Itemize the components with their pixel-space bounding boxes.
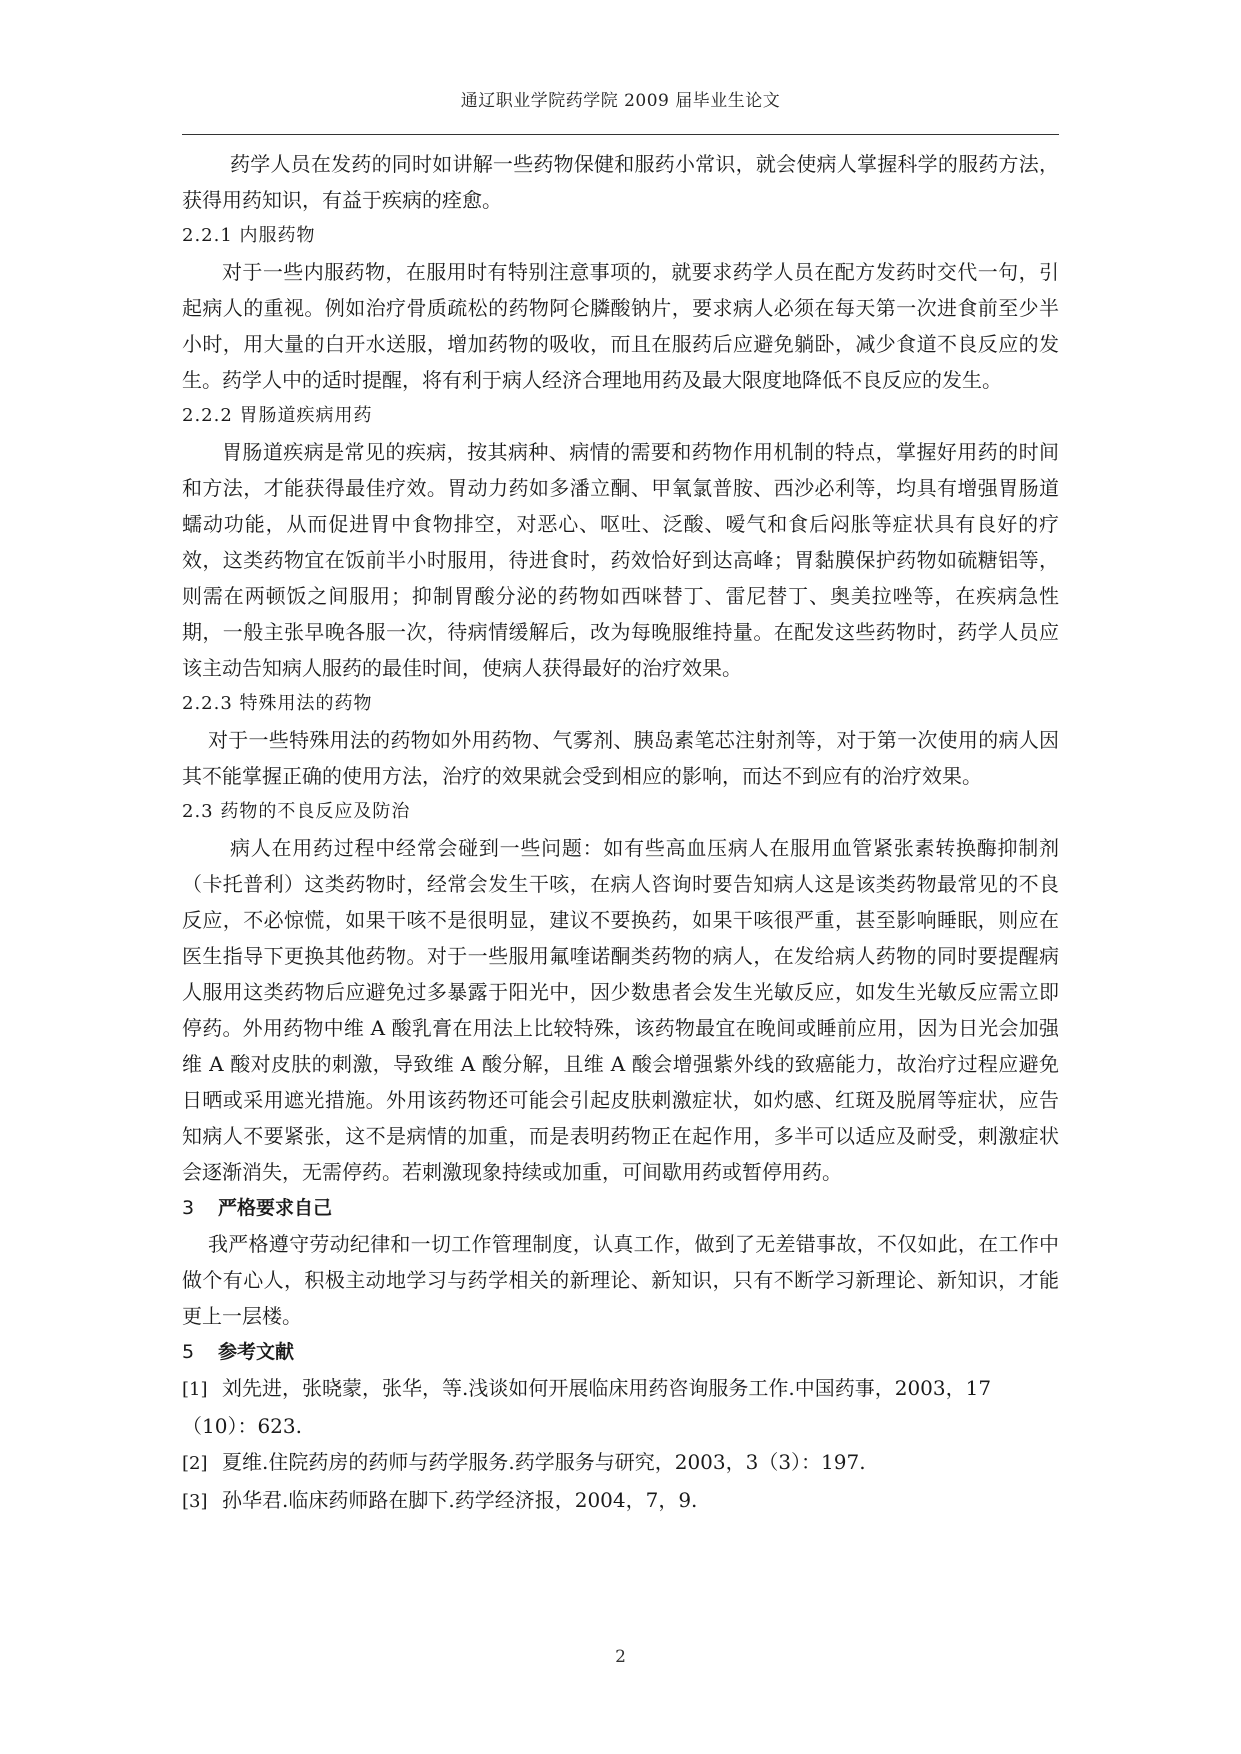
reference-number: [2] [182, 1453, 208, 1474]
section-paragraph-2-2-1: 对于一些内服药物，在服用时有特别注意事项的，就要求药学人员在配方发药时交代一句，引起病人的重视。例如治疗骨质疏松的药物阿仑膦酸钠片，要求病人必须在每天第一次进食前至少半小时，用大量的白开水送服，增加药物的吸收，而且在服药后应避免躺卧，减少食道不良反应的发生。药学人中的适时提醒，将有利于病人经济合理地用药及最大限度地降低不良反应的发生。 [182, 260, 1059, 392]
reference-number: [1] [182, 1379, 208, 1400]
section-heading-5 [182, 1334, 1059, 1370]
section-heading-2-2-1: 2.2.1 内服药物 [182, 225, 316, 246]
section-heading-2-2-2: 2.2.2 胃肠道疾病用药 [182, 405, 373, 426]
reference-text: 刘先进，张晓蒙，张华，等.浅谈如何开展临床用药咨询服务工作.中国药事，2003，17 [222, 1376, 992, 1400]
reference-item [182, 1482, 1059, 1520]
reference-text: 孙华君.临床药师路在脚下.药学经济报，2004，7，9. [222, 1488, 698, 1512]
reference-item [182, 1370, 1059, 1408]
section-title-5: 参考文献 [218, 1341, 295, 1363]
section-number-5: 5 [182, 1341, 195, 1363]
section-heading-3 [182, 1190, 1059, 1226]
intro-paragraph: 药学人员在发药的同时如讲解一些药物保健和服药小常识，就会使病人掌握科学的服药方法，获得用药知识，有益于疾病的痊愈。 [182, 152, 1059, 212]
section-paragraph-2-3: 病人在用药过程中经常会碰到一些问题：如有些高血压病人在服用血管紧张素转换酶抑制剂（卡托普利）这类药物时，经常会发生干咳，在病人咨询时要告知病人这是该类药物最常见的不良反应，不必惊慌，如果干咳不是很明显，建议不要换药，如果干咳很严重，甚至影响睡眠，则应在医生指导下更换其他药物。对于一些服用氟喹诺酮类药物的病人，在发给病人药物的同时要提醒病人服用这类药物后应避免过多暴露于阳光中，因少数患者会发生光敏反应，如发生光敏反应需立即停药。外用药物中维 A 酸乳膏在用法上比较特殊，该药物最宜在晚间或睡前应用，因为日光会加强维 A 酸对皮肤的刺激，导致维 A 酸分解，且维 A 酸会增强紫外线的致癌能力，故治疗过程应避免日晒或采用遮光措施。外用该药物还可能会引起皮肤刺激症状，如灼感、红斑及脱屑等症状，应告知病人不要紧张，这不是病情的加重，而是表明药物正在起作用，多半可以适应及耐受，刺激症状会逐渐消失，无需停药。若刺激现象持续或加重，可间歇用药或暂停用药。 [182, 836, 1059, 1184]
reference-text: 夏维.住院药房的药师与药学服务.药学服务与研究，2003，3（3）：197. [222, 1450, 866, 1474]
section-number-3: 3 [182, 1197, 195, 1219]
section-paragraph-2-2-3: 对于一些特殊用法的药物如外用药物、气雾剂、胰岛素笔芯注射剂等，对于第一次使用的病人因其不能掌握正确的使用方法，治疗的效果就会受到相应的影响，而达不到应有的治疗效果。 [182, 728, 1059, 788]
reference-item [182, 1444, 1059, 1482]
header-divider [182, 134, 1059, 135]
section-heading-2-3: 2.3 药物的不良反应及防治 [182, 801, 411, 822]
section-heading-2-2-3: 2.2.3 特殊用法的药物 [182, 693, 373, 714]
page-number: 2 [615, 1647, 626, 1667]
reference-number: [3] [182, 1491, 208, 1512]
reference-continuation: （10）：623. [182, 1414, 302, 1438]
document-body [182, 146, 1059, 1520]
page-header: 通辽职业学院药学院 2009 届毕业生论文 [460, 91, 781, 111]
section-title-3: 严格要求自己 [218, 1197, 333, 1219]
section-paragraph-2-2-2: 胃肠道疾病是常见的疾病，按其病种、病情的需要和药物作用机制的特点，掌握好用药的时间和方法，才能获得最佳疗效。胃动力药如多潘立酮、甲氧氯普胺、西沙必利等，均具有增强胃肠道蠕动功能，从而促进胃中食物排空，对恶心、呕吐、泛酸、嗳气和食后闷胀等症状具有良好的疗效，这类药物宜在饭前半小时服用，待进食时，药效恰好到达高峰；胃黏膜保护药物如硫糖铝等，则需在两顿饭之间服用；抑制胃酸分泌的药物如西咪替丁、雷尼替丁、奥美拉唑等，在疾病急性期，一般主张早晚各服一次，待病情缓解后，改为每晚服维持量。在配发这些药物时，药学人员应该主动告知病人服药的最佳时间，使病人获得最好的治疗效果。 [182, 440, 1059, 680]
section-paragraph-3: 我严格遵守劳动纪律和一切工作管理制度，认真工作，做到了无差错事故，不仅如此，在工作中做个有心人，积极主动地学习与药学相关的新理论、新知识，只有不断学习新理论、新知识，才能更上一层楼。 [182, 1232, 1059, 1328]
